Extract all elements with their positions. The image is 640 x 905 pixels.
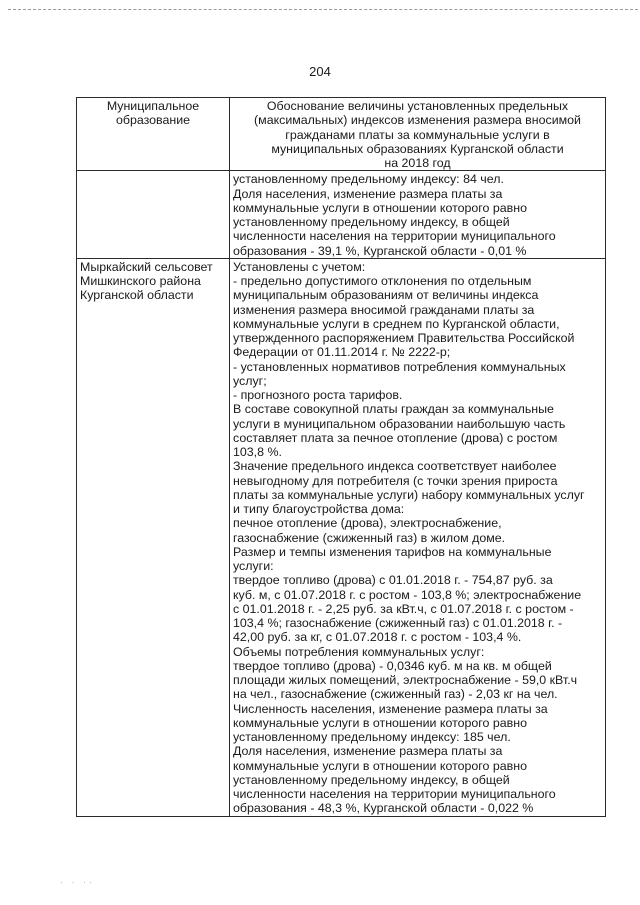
header-justification bbox=[230, 98, 606, 171]
text-line: Размер и темпы изменения тарифов на коммунальные bbox=[233, 544, 552, 559]
text-line: площади жилых помещений, электроснабжение - 59,0 кВт.ч bbox=[233, 673, 578, 687]
text-line: Доля населения, изменение размера платы за bbox=[233, 744, 503, 759]
text-line: услуг; bbox=[233, 373, 267, 388]
header-line: гражданами платы за коммунальные услуги в bbox=[285, 127, 550, 142]
text-line: муниципальным образованиям от величины индекса bbox=[233, 288, 539, 303]
text-line: коммунальные услуги в отношении которого равно bbox=[233, 758, 527, 773]
page-number: 204 bbox=[309, 64, 331, 79]
header-line: муниципальных образованиях Курганской области bbox=[271, 141, 564, 156]
text-line: Федерации от 01.11.2014 г. № 2222-р; bbox=[233, 345, 451, 360]
text-line: 42,00 руб. за кг, с 01.07.2018 г. с ростом - 103,4 %. bbox=[233, 630, 522, 645]
text-line: коммунальные услуги в отношении которого равно bbox=[233, 715, 527, 730]
text-line: Численность населения, изменение размера платы за bbox=[233, 701, 548, 716]
text-line: Мыркайский сельсовет bbox=[80, 259, 213, 274]
text-line: Доля населения, изменение размера платы за bbox=[233, 186, 503, 201]
municipality-cell bbox=[77, 258, 230, 816]
text-line: численности населения на территории муниципального bbox=[233, 229, 556, 244]
header-line: Обоснование величины установленных предельных bbox=[266, 99, 569, 113]
table-row bbox=[77, 171, 606, 259]
text-line: услуги в муниципальном образовании наибольшую часть bbox=[233, 416, 566, 431]
text-line: 103,8 %. bbox=[233, 445, 282, 459]
text-line: 103,4 %; газоснабжение (сжиженный газ) с 01.01.2018 г. - bbox=[233, 616, 563, 630]
text-line: утвержденного распоряжением Правительства Российской bbox=[233, 331, 575, 345]
text-line: установленному предельному индексу, в общей bbox=[233, 772, 510, 787]
text-line: газоснабжение (сжиженный газ) в жилом доме. bbox=[233, 530, 506, 545]
text-line: коммунальные услуги в отношении которого равно bbox=[233, 200, 527, 215]
header-municipality bbox=[77, 98, 230, 171]
text-line: численности населения на территории муниципального bbox=[233, 787, 556, 801]
text-line: составляет плата за печное отопление (дрова) с ростом bbox=[233, 430, 558, 445]
text-line: образования - 39,1 %, Курганской области - 0,01 % bbox=[233, 243, 527, 258]
text-line: установленному предельному индексу: 185 чел. bbox=[233, 730, 511, 744]
text-line: Курганской области bbox=[80, 288, 194, 303]
header-line: (максимальных) индексов изменения размера вносимой bbox=[254, 113, 581, 128]
text-line: и типу благоустройства дома: bbox=[233, 502, 405, 516]
table-row bbox=[77, 258, 606, 816]
text-line: печное отопление (дрова), электроснабжение, bbox=[233, 516, 502, 531]
text-line: установленному предельному индексу: 84 чел. bbox=[233, 172, 504, 187]
text-line: невыгодному для потребителя (с точки зрения прироста bbox=[233, 473, 558, 488]
text-line: на чел., газоснабжение (сжиженный газ) - 2,03 кг на чел. bbox=[233, 687, 558, 702]
text-line: Установлены с учетом: bbox=[233, 259, 366, 274]
justification-cell bbox=[230, 171, 606, 259]
text-line: - установленных нормативов потребления коммунальных bbox=[233, 359, 566, 374]
header-line: на 2018 год bbox=[384, 156, 451, 170]
text-line: Мишкинского района bbox=[80, 274, 201, 288]
justification-cell bbox=[230, 258, 606, 816]
text-line: установленному предельному индексу, в общей bbox=[233, 215, 510, 229]
text-line: услуги: bbox=[233, 559, 274, 573]
text-line: твердое топливо (дрова) - 0,0346 куб. м на кв. м общей bbox=[233, 658, 552, 673]
text-line: изменения размера вносимой гражданами платы за bbox=[233, 302, 535, 317]
text-line: Объемы потребления коммунальных услуг: bbox=[233, 644, 485, 659]
text-line: платы за коммунальные услуги) набору коммунальных услуг bbox=[233, 487, 585, 502]
table-header-row bbox=[77, 98, 606, 171]
text-line: Значение предельного индекса соответствует наиболее bbox=[233, 459, 557, 474]
municipality-cell bbox=[77, 171, 230, 259]
text-line: - прогнозного роста тарифов. bbox=[233, 388, 403, 402]
text-line: с 01.01.2018 г. - 2,25 руб. за кВт.ч, с 01.07.2018 г. с ростом - bbox=[233, 601, 574, 616]
text-line: твердое топливо (дрова) с 01.01.2018 г. - 754,87 руб. за bbox=[233, 573, 553, 588]
text-line: - предельно допустимого отклонения по отдельным bbox=[233, 274, 532, 288]
top-scan-rule bbox=[8, 9, 638, 10]
header-line: образование bbox=[115, 113, 191, 128]
text-line: В составе совокупной платы граждан за коммунальные bbox=[233, 402, 554, 417]
tariff-justification-table bbox=[76, 97, 606, 817]
scan-artifact: · · ·· bbox=[60, 877, 95, 887]
text-line: куб. м, с 01.07.2018 г. с ростом - 103,8 %; электроснабжение bbox=[233, 587, 582, 602]
text-line: коммунальные услуги в среднем по Курганской области, bbox=[233, 316, 560, 331]
text-line: образования - 48,3 %, Курганской области - 0,022 % bbox=[233, 801, 534, 816]
header-line: Муниципальное bbox=[106, 99, 200, 113]
